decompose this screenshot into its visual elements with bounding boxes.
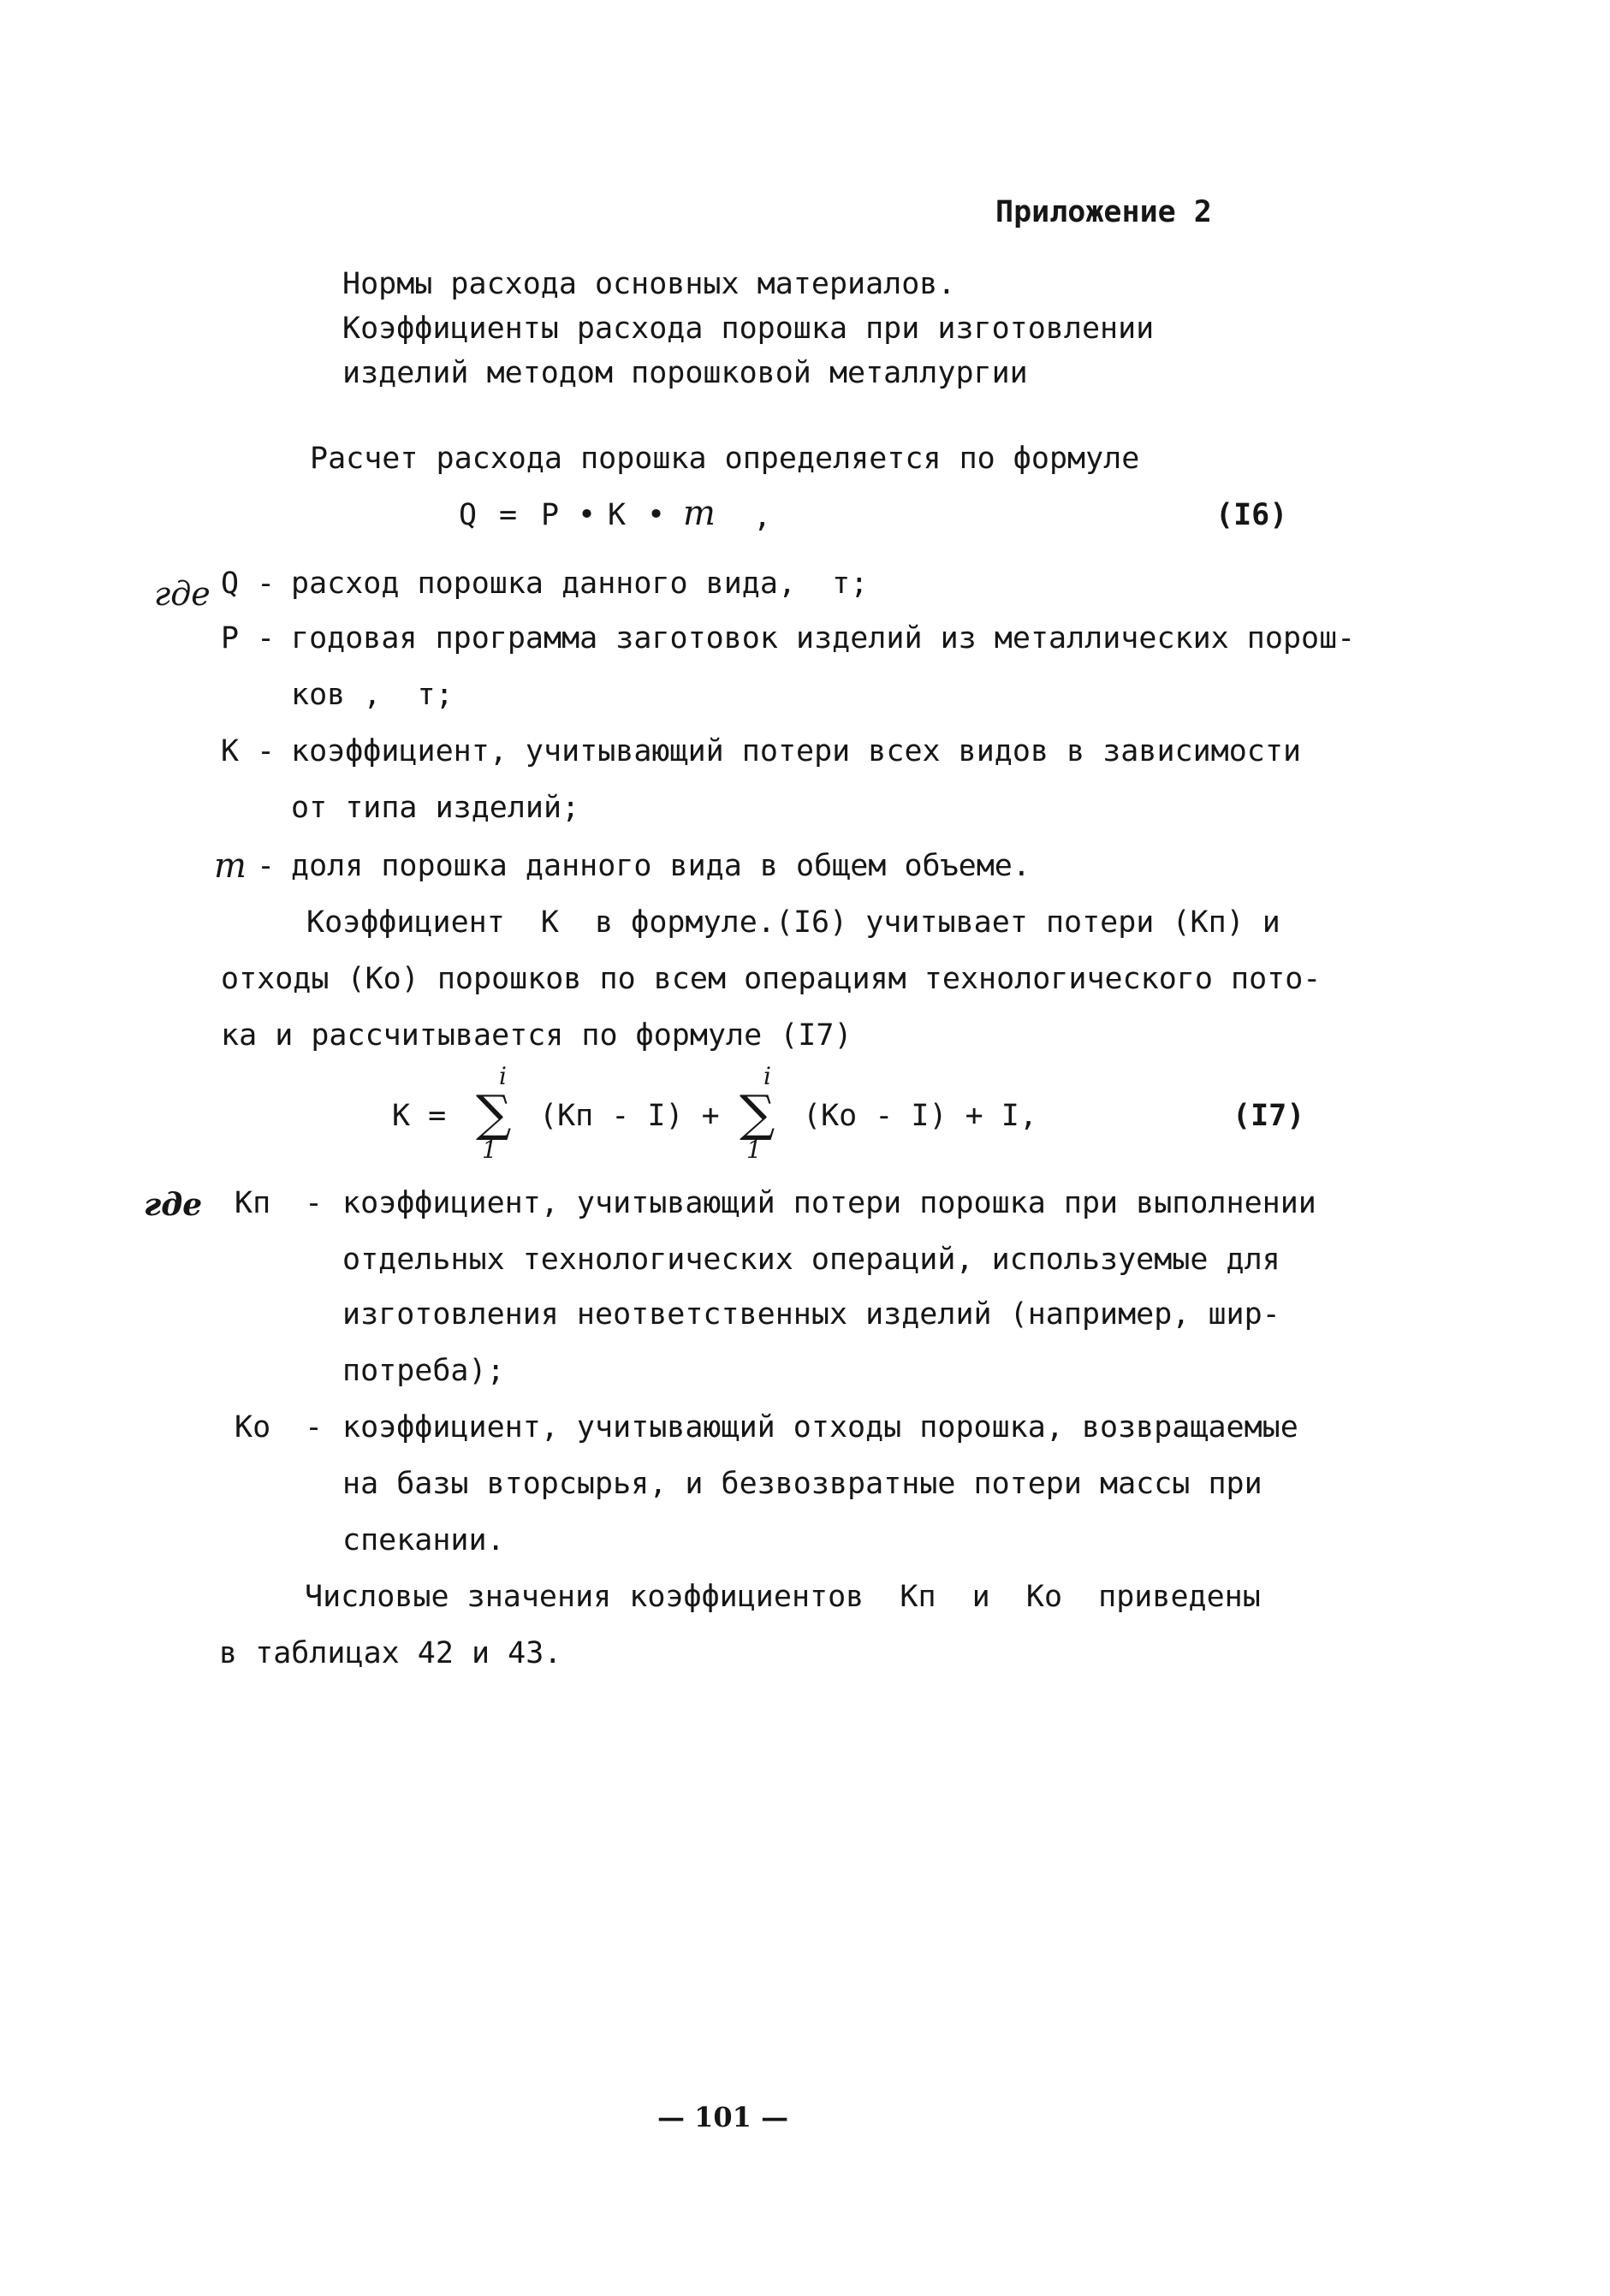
formula1-eq: = — [499, 498, 518, 532]
formula1-p: P — [541, 498, 560, 532]
appendix-title: Приложение 2 — [995, 195, 1212, 229]
defs2-text-ko-1: коэффициент, учитывающий отходы порошка, возвращаемые — [342, 1410, 1298, 1445]
para2-line-1: Коэффициент K в формуле.(I6) учитывает потери (Кп) и — [306, 905, 1280, 940]
defs1-text-k-1: коэффициент, учитывающий потери всех видов в зависимости — [291, 734, 1302, 768]
page-number: — 101 — — [657, 2101, 789, 2133]
formula2-number: (I7) — [1233, 1099, 1305, 1133]
formula2-term-1: (Кп - I) + — [539, 1099, 720, 1133]
defs1-dash-q: - — [257, 567, 276, 601]
para2-line-2: отходы (Ко) порошков по всем операциям технологического пото- — [221, 962, 1322, 996]
formula1-dot-1: • — [578, 498, 597, 532]
defs2-where: где — [144, 1187, 203, 1223]
formula2-lhs: K = — [392, 1099, 447, 1133]
formula2-sum2-lower: 1 — [746, 1136, 762, 1164]
formula1-k: K — [608, 498, 627, 532]
defs1-where: где — [154, 575, 211, 613]
defs1-sym-p: P — [221, 621, 240, 656]
intro-text: Расчет расхода порошка определяется по формуле — [310, 442, 1140, 476]
defs1-text-p-1: годовая программа заготовок изделий из металлических порош- — [291, 621, 1356, 656]
formula2-term-2: (Ко - I) + I, — [803, 1099, 1037, 1133]
closing-line-1: Числовые значения коэффициентов Кп и Ко приведены — [305, 1580, 1261, 1614]
sum-icon: ∑ — [476, 1084, 512, 1142]
defs1-sym-q: Q — [221, 567, 240, 601]
formula1-number: (I6) — [1215, 498, 1288, 532]
defs1-text-q-1: расход порошка данного вида, т; — [291, 567, 869, 601]
defs1-dash-p: - — [257, 621, 276, 656]
heading-line-3: изделий методом порошковой металлургии — [342, 356, 1028, 390]
defs2-sym-kp: Кп — [235, 1186, 271, 1220]
formula1-q: Q — [459, 498, 478, 532]
heading-line-2: Коэффициенты расхода порошка при изготовлении — [342, 311, 1155, 346]
defs2-text-kp-4: потреба); — [342, 1354, 505, 1388]
formula1-comma: , — [753, 500, 772, 534]
para2-line-3: ка и рассчитывается по формуле (I7) — [221, 1018, 853, 1053]
defs2-text-kp-2: отдельных технологических операций, используемые для — [342, 1243, 1280, 1277]
sum-icon: ∑ — [740, 1084, 775, 1142]
heading-line-1: Нормы расхода основных материалов. — [342, 267, 956, 301]
defs1-text-m-1: доля порошка данного вида в общем объеме. — [291, 849, 1031, 883]
formula2-sum1-lower: 1 — [482, 1136, 497, 1164]
defs1-text-k-2: от типа изделий; — [291, 791, 580, 825]
defs2-dash-ko: - — [305, 1410, 324, 1445]
defs2-sym-ko: Ко — [235, 1410, 271, 1445]
formula2-sum2-upper: i — [763, 1062, 771, 1090]
defs2-text-ko-2: на базы вторсырья, и безвозвратные потери массы при — [342, 1467, 1262, 1501]
defs2-text-ko-3: спекании. — [342, 1523, 505, 1557]
defs1-sym-k: K — [221, 734, 240, 768]
defs1-sym-m: m — [214, 846, 247, 886]
defs2-text-kp-3: изготовления неответственных изделий (например, шир- — [342, 1297, 1280, 1332]
defs2-text-kp-1: коэффициент, учитывающий потери порошка при выполнении — [342, 1186, 1316, 1220]
defs1-text-p-2: ков , т; — [291, 678, 454, 712]
formula1-m: m — [683, 494, 716, 533]
formula2-sum1-upper: i — [499, 1062, 507, 1090]
defs2-dash-kp: - — [305, 1186, 324, 1220]
defs1-dash-m: - — [257, 849, 276, 883]
closing-line-2: в таблицах 42 и 43. — [219, 1636, 562, 1670]
defs1-dash-k: - — [257, 734, 276, 768]
formula1-dot-2: • — [647, 498, 666, 532]
